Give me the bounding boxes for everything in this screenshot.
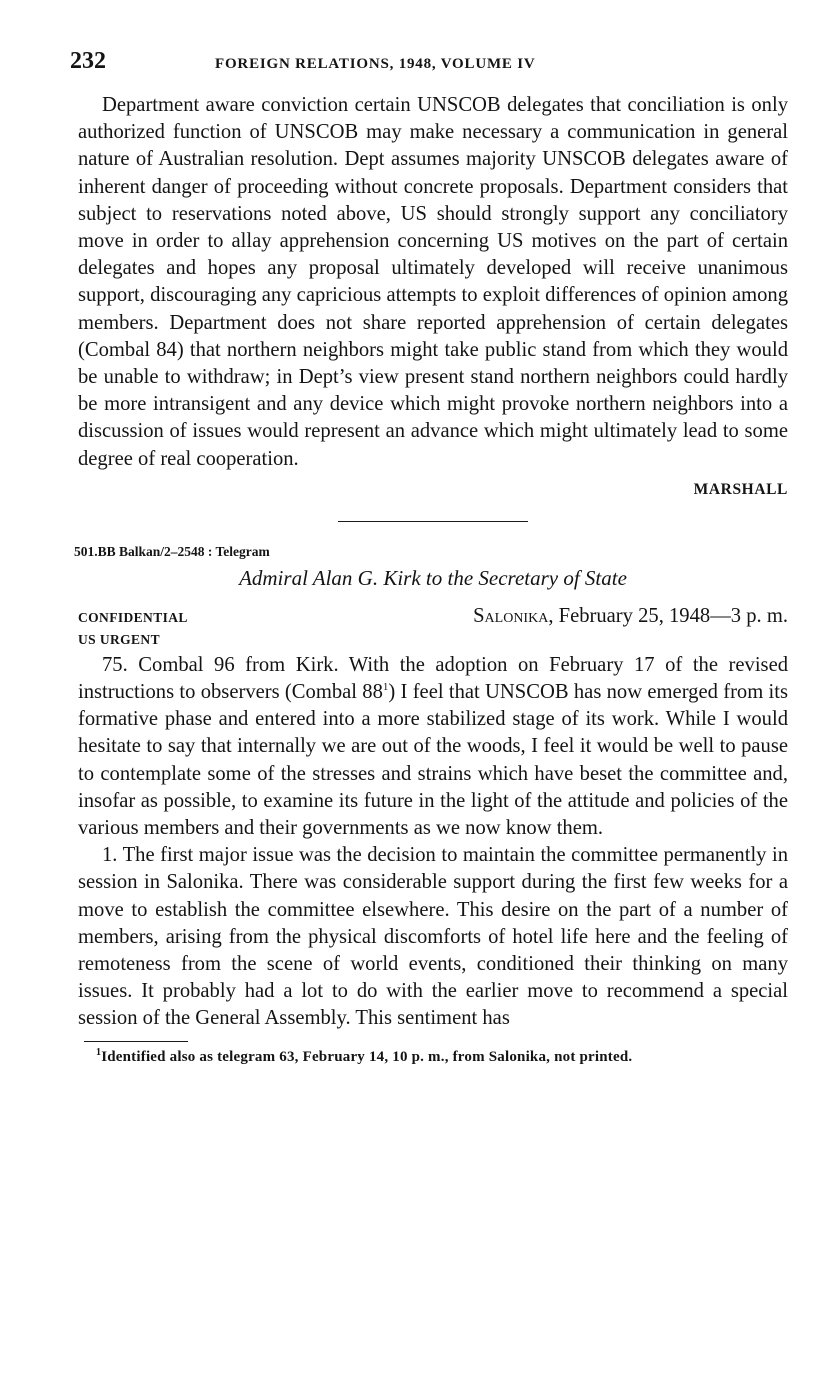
classification-label: CONFIDENTIAL — [78, 609, 188, 625]
file-reference: 501.BB Balkan/2–2548 : Telegram — [74, 543, 270, 559]
signature: MARSHALL — [693, 480, 788, 498]
page-header — [70, 48, 788, 78]
telegram-paragraph-1 — [78, 652, 788, 842]
dateline-place: Salonika — [473, 604, 549, 627]
page-number: 232 — [70, 48, 106, 74]
document-title: Admiral Alan G. Kirk to the Secretary of State — [239, 565, 627, 590]
dateline — [473, 605, 788, 628]
telegram-paragraph-1-text-a: 75. Combal 96 from Kirk. With the adoption on February 17 of the revised instructions to observers (Combal 88 — [78, 653, 788, 704]
telegram-paragraph-1-text-b: ) I feel that UNSCOB has now emerged from its formative phase and entered into a more stabilized stage of its work. While I would hesitate to say that internally we are out of the woods, I feel it would be well to pause to contemplate some of the stresses and strains which have beset the committee and, insofar as possible, to examine its future in the light of the attitude and policies of the various members and their governments as we now know them. — [78, 681, 788, 840]
document-page — [70, 48, 788, 1067]
footnote-divider — [84, 1041, 188, 1042]
dateline-date: , February 25, 1948—3 p. m. — [548, 604, 788, 627]
footnote — [78, 1048, 788, 1067]
intro-paragraph: Department aware conviction certain UNSCOB delegates that conciliation is only authorized function of UNSCOB may make necessary a communication in general nature of Australian resolution. Dept assumes majority UNSCOB delegates aware of inherent danger of proceeding without concrete proposals. Department considers that subject to reservations noted above, US should strongly support any conciliatory move in order to allay apprehension concerning US motives on the part of certain delegates and hopes any proposal ultimately developed will receive unanimous support, discouraging any capricious attempts to exploit differences of opinion among members. Department does not share reported apprehension of certain delegates (Combal 84) that northern neighbors might take public stand from which they would be unable to withdraw; in Dept’s view present stand northern neighbors could hardly be more intransigent and any device which might provoke northern neighbors into a discussion of issues would represent an advance which might ultimately lead to some degree of real cooperation. — [78, 94, 788, 470]
running-head: FOREIGN RELATIONS, 1948, VOLUME IV — [215, 56, 536, 72]
footnote-reference: 1 — [382, 681, 389, 694]
footnote-mark: 1 — [96, 1046, 102, 1058]
dateline-row — [78, 605, 788, 628]
footnote-text: Identified also as telegram 63, February 14, 10 p. m., from Salonika, not printed. — [101, 1048, 633, 1065]
precedence-label: US URGENT — [78, 631, 160, 647]
telegram-paragraph-2: 1. The first major issue was the decision to maintain the committee permanently in session in Salonika. There was considerable support during the first few weeks for a move to establish the committee elsewhere. This desire on the part of a number of members, arising from the physical discomforts of hotel life here and the feeling of remoteness from the scene of world events, conditioned their thinking on many issues. It probably had a lot to do with the earlier move to recommend a special session of the General Assembly. This sentiment has — [78, 844, 788, 1030]
section-divider — [338, 521, 528, 522]
